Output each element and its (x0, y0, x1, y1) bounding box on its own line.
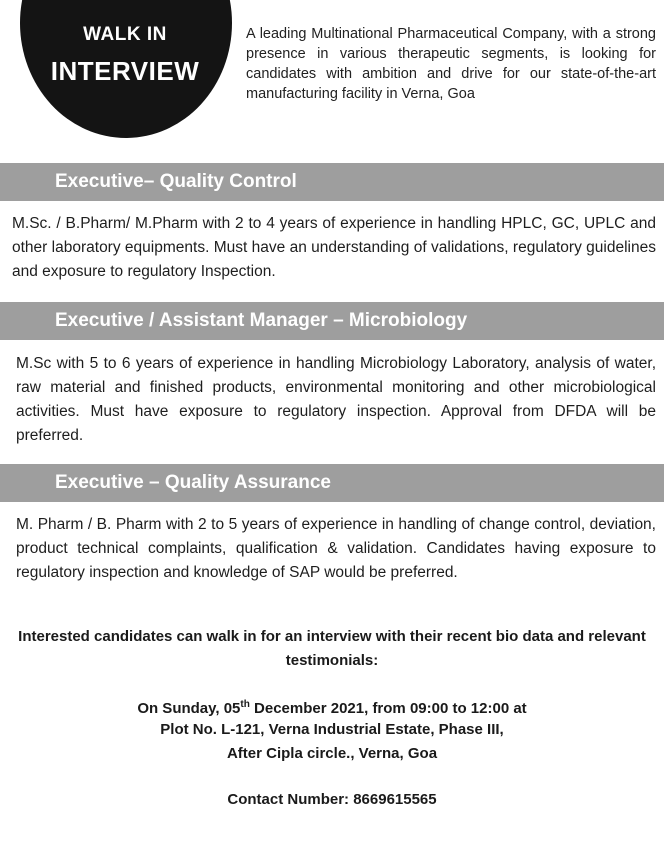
walk-in-invitation: Interested candidates can walk in for an interview with their recent bio data and relevant testimonials: (18, 628, 646, 669)
walk-in-badge-text (30, 24, 220, 87)
position-title-quality-control: Executive– Quality Control (55, 171, 297, 192)
badge-line-walk-in: WALK IN (83, 24, 167, 45)
venue-address-line1: Plot No. L-121, Verna Industrial Estate, Phase III, (160, 721, 504, 738)
badge-line-interview: INTERVIEW (50, 56, 200, 86)
position-description-microbiology: M.Sc with 5 to 6 years of experience in handling Microbiology Laboratory, analysis of water, raw material and finished products, environmental monitoring and other microbiological activities. Must have exposure to regulatory inspection. Approval from DFDA will be preferred. (16, 355, 656, 444)
contact-number: Contact Number: 8669615565 (227, 791, 437, 808)
section-band-quality-assurance (0, 464, 664, 502)
date-prefix: On Sunday, 05 (137, 700, 241, 717)
position-description-quality-control: M.Sc. / B.Pharm/ M.Pharm with 2 to 4 years of experience in handling HPLC, GC, UPLC and other laboratory equipments. Must have an understanding of validations, regulatory guidelines and exposure to regulatory Inspection. (12, 215, 656, 280)
company-intro: A leading Multinational Pharmaceutical Company, with a strong presence in various therapeutic segments, is looking for candidates with ambition and drive for our state-of-the-art manufacturing facility in Verna, Goa (246, 26, 656, 102)
position-description-quality-assurance: M. Pharm / B. Pharm with 2 to 5 years of experience in handling of change control, deviation, product technical complaints, qualification & validation. Candidates having exposure to regulatory inspection and knowledge of SAP would be preferred. (16, 516, 656, 581)
venue-address-line2: After Cipla circle., Verna, Goa (226, 745, 438, 762)
position-title-quality-assurance: Executive – Quality Assurance (55, 472, 331, 493)
date-suffix: December 2021, from 09:00 to 12:00 at (249, 700, 527, 717)
section-band-microbiology (0, 302, 664, 340)
date-ordinal: th (240, 699, 250, 710)
position-title-microbiology: Executive / Assistant Manager – Microbiology (55, 310, 468, 331)
interview-date-time (0, 693, 664, 721)
section-band-quality-control (0, 163, 664, 201)
